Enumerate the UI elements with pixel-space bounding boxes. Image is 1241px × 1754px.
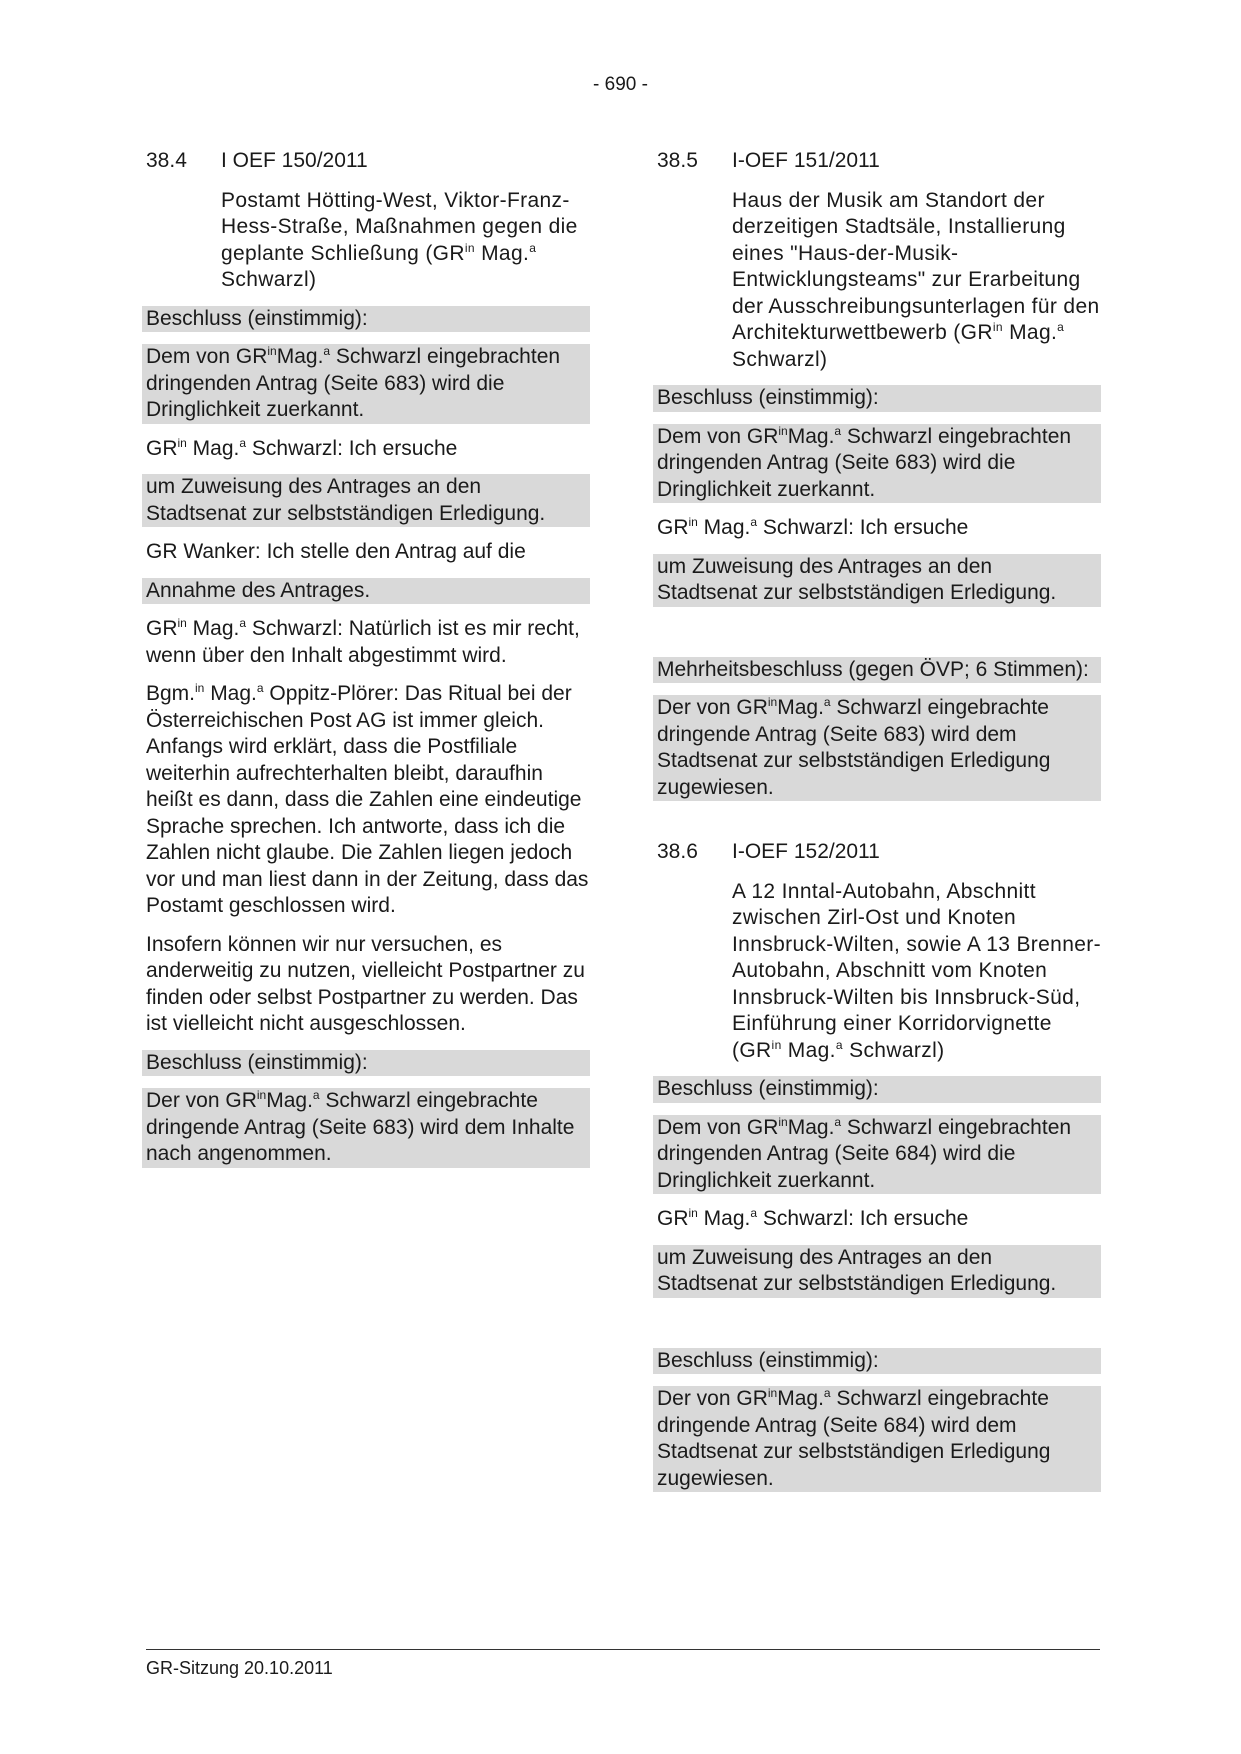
mayor-statement-cont: Insofern können wir nur versuchen, es anderweitig zu nutzen, vielleicht Postpartner zu finden oder selbst Postpartner zu werden. Das ist vielleicht nicht ausgeschlossen. — [146, 932, 585, 1035]
resolution-text: Dem von $GR^{in}Mag.^a$ Schwarzl eingebrachten dringenden Antrag (Seite 683) wird die Dringlichkeit zuerkannt. — [142, 344, 590, 424]
resolution-label: Beschluss (einstimmig): — [142, 1050, 590, 1077]
item-title: Postamt Hötting-West, Viktor-Franz-Hess-Straße, Maßnahmen gegen die geplante Schließung ($GR^{in}$ Mag.$^a$ Schwarzl) — [221, 188, 578, 291]
item-number: 38.6 — [657, 840, 698, 863]
item-title-text: Haus der Musik am Standort der derzeitigen Stadtsäle, Installierung eines "Haus-der-Musik-Entwicklungsteams" zur Erarbeitung der Ausschreibungsunterlagen für den Architekturwettbewerb — [732, 188, 1100, 344]
item-title: A 12 Inntal-Autobahn, Abschnitt zwischen Zirl-Ost und Knoten Innsbruck-Wilten, sowie A 13 Brenner-Autobahn, Abschnitt vom Knoten Innsbruck-Wilten bis Innsbruck-Süd, Einführung einer Korridorvignette ($GR^{in}$ Mag.$^a$ Schwarzl) — [732, 879, 1101, 1062]
item-title-text: A 12 Inntal-Autobahn, Abschnitt zwischen Zirl-Ost und Knoten Innsbruck-Wilten, sowie A 13 Brenner-Autobahn, Abschnitt vom Knoten Innsbruck-Wilten bis Innsbruck-Süd, Einführung einer Korridorvignette — [732, 879, 1101, 1035]
footer-divider — [146, 1649, 1100, 1650]
motion-text-annahme: Annahme des Antrages. — [142, 578, 590, 605]
speaker-statement: $GR^{in}$ Mag.$^a$ Schwarzl: Ich ersuche — [657, 1206, 969, 1230]
right-column — [657, 148, 1101, 1504]
resolution-text: Der von $GR^{in}Mag.^a$ Schwarzl eingebrachte dringende Antrag (Seite 683) wird dem Inhalte nach angenommen. — [142, 1088, 590, 1168]
item-title-text: Postamt Hötting-West, Viktor-Franz-Hess-Straße, Maßnahmen gegen die geplante Schließung — [221, 188, 578, 265]
motion-text: um Zuweisung des Antrages an den Stadtsenat zur selbstständigen Erledigung. — [653, 554, 1101, 607]
item-reference: I-OEF 151/2011 — [732, 149, 880, 172]
item-header-38-4 — [146, 148, 590, 175]
speaker-statement: $GR^{in}$ Mag.$^a$ Schwarzl: Ich ersuche — [146, 435, 458, 460]
resolution-label: Beschluss (einstimmig): — [653, 385, 1101, 412]
item-number: 38.5 — [657, 149, 698, 172]
footer-session-date: GR-Sitzung 20.10.2011 — [146, 1658, 333, 1678]
resolution-text: Dem von $GR^{in}Mag.^a$ Schwarzl eingebrachten dringenden Antrag (Seite 684) wird die Dringlichkeit zuerkannt. — [653, 1115, 1101, 1195]
resolution-label: Beschluss (einstimmig): — [653, 1076, 1101, 1103]
item-header-38-6 — [657, 839, 1101, 866]
speaker-statement: $GR^{in}$ Mag.$^a$ Schwarzl: Natürlich ist es mir recht, wenn über den Inhalt abgestimmt wird. — [146, 616, 580, 667]
resolution-label: Beschluss (einstimmig): — [653, 1348, 1101, 1375]
speaker-statement-wanker: GR Wanker: Ich stelle den Antrag auf die — [146, 540, 526, 563]
majority-resolution-label: Mehrheitsbeschluss (gegen ÖVP; 6 Stimmen): — [653, 657, 1101, 684]
item-header-38-5 — [657, 148, 1101, 175]
resolution-text: Dem von $GR^{in}Mag.^a$ Schwarzl eingebrachten dringenden Antrag (Seite 683) wird die Dringlichkeit zuerkannt. — [653, 424, 1101, 504]
resolution-text: Der von $GR^{in}Mag.^a$ Schwarzl eingebrachte dringende Antrag (Seite 684) wird dem Stadtsenat zur selbstständigen Erledigung zugewiesen. — [653, 1386, 1101, 1492]
motion-text: um Zuweisung des Antrages an den Stadtsenat zur selbstständigen Erledigung. — [142, 474, 590, 527]
item-reference: I-OEF 152/2011 — [732, 840, 880, 863]
resolution-label: Beschluss (einstimmig): — [142, 306, 590, 333]
item-reference: I OEF 150/2011 — [221, 149, 368, 172]
item-number: 38.4 — [146, 149, 187, 172]
speaker-statement: $GR^{in}$ Mag.$^a$ Schwarzl: Ich ersuche — [657, 515, 969, 539]
item-title: Haus der Musik am Standort der derzeitigen Stadtsäle, Installierung eines "Haus-der-Musik-Entwicklungsteams" zur Erarbeitung der Ausschreibungsunterlagen für den Architekturwettbewerb ($GR^{in}$ Mag.$^a$ Schwarzl) — [732, 188, 1100, 371]
page-number: - 690 - — [593, 74, 648, 95]
resolution-text: Der von $GR^{in}Mag.^a$ Schwarzl eingebrachte dringende Antrag (Seite 683) wird dem Stadtsenat zur selbstständigen Erledigung zugewiesen. — [653, 695, 1101, 801]
motion-text: um Zuweisung des Antrages an den Stadtsenat zur selbstständigen Erledigung. — [653, 1245, 1101, 1298]
left-column — [146, 148, 590, 1180]
mayor-statement: Bgm.$^{in}$ Mag.$^a$ Oppitz-Plörer: Das Ritual bei der Österreichischen Post AG ist immer gleich. Anfangs wird erklärt, dass die Postfiliale weiterhin aufrechterhalten bleibt, daraufhin heißt es dann, dass die Zahlen eine eindeutige Sprache sprechen. Ich antworte, dass ich die Zahlen nicht glaube. Die Zahlen liegen jedoch vor und man liest dann in der Zeitung, dass das Postamt geschlossen wird. — [146, 681, 589, 917]
